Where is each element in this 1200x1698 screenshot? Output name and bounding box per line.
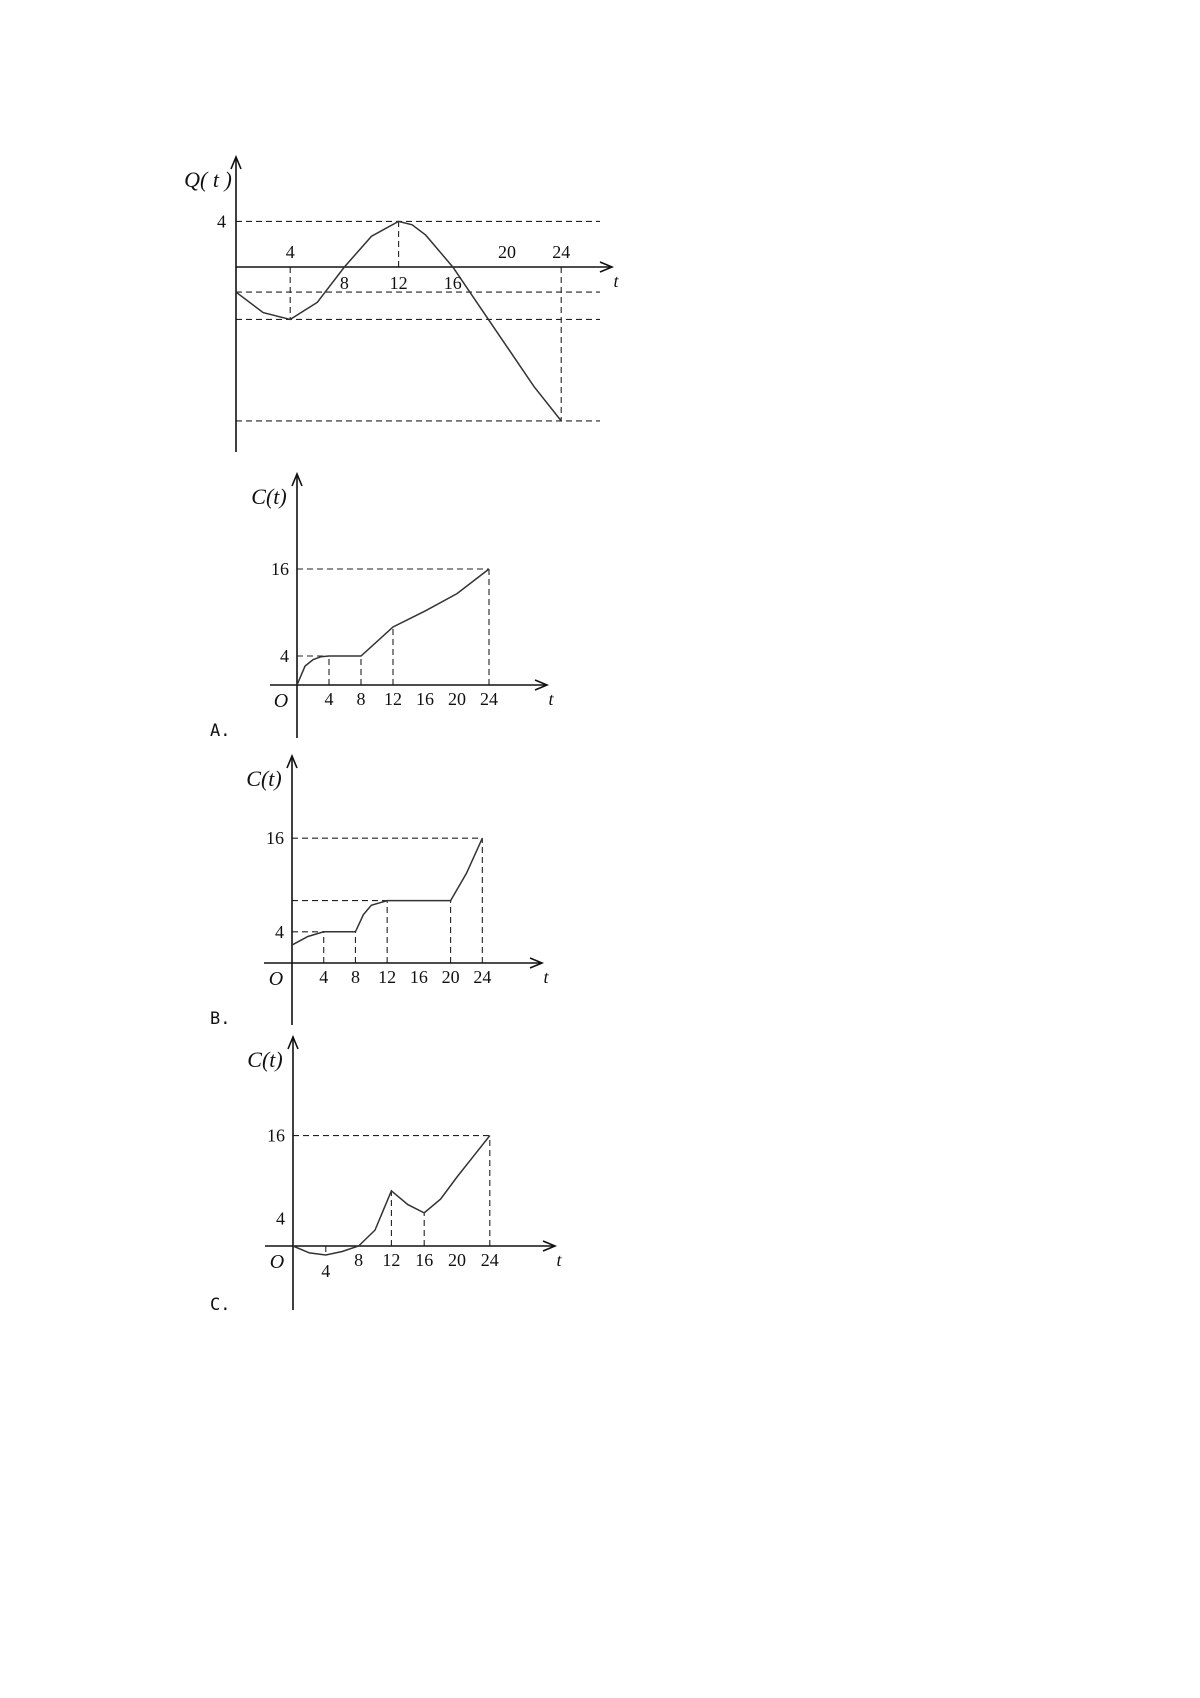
x-tick-label: 24	[552, 242, 571, 262]
option-label: B.	[210, 1009, 231, 1029]
x-tick-label: 12	[389, 273, 408, 293]
y-tick-label: 4	[276, 1208, 285, 1229]
y-tick-label: 4	[217, 211, 226, 232]
x-axis-label: t	[548, 689, 554, 709]
x-tick-label: 8	[339, 273, 349, 293]
x-axis-label: t	[543, 967, 549, 987]
x-tick-label: 8	[354, 1250, 364, 1270]
x-tick-label: 4	[324, 689, 334, 709]
x-tick-label: 12	[382, 1250, 401, 1270]
series-line	[297, 569, 489, 685]
chart-0	[184, 157, 619, 452]
x-tick-label: 4	[321, 1261, 331, 1281]
y-axis-label: Q( t )	[184, 167, 232, 192]
chart-2	[210, 756, 549, 1029]
chart-1	[210, 474, 554, 741]
x-tick-label: 24	[480, 1250, 499, 1270]
x-tick-label: 16	[443, 273, 462, 293]
y-tick-label: 16	[271, 559, 289, 579]
x-tick-label: 20	[498, 242, 516, 262]
origin-label: O	[268, 968, 284, 990]
x-axis-label: t	[613, 271, 619, 291]
x-tick-label: 24	[473, 967, 492, 987]
x-tick-label: 20	[441, 967, 460, 987]
x-tick-label: 24	[480, 689, 498, 709]
x-axis-label: t	[556, 1250, 562, 1270]
x-tick-label: 8	[356, 689, 366, 709]
y-tick-label: 4	[275, 921, 284, 942]
y-tick-label: 4	[280, 646, 289, 666]
x-tick-label: 12	[378, 967, 397, 987]
x-tick-label: 4	[319, 967, 329, 987]
y-axis-label: C(t)	[246, 766, 282, 791]
origin-label: O	[269, 1251, 285, 1273]
y-axis-label: C(t)	[251, 484, 287, 509]
x-tick-label: 20	[448, 1250, 466, 1270]
option-label: C.	[210, 1295, 231, 1315]
x-tick-label: 8	[350, 967, 360, 987]
x-tick-label: 12	[384, 689, 402, 709]
y-tick-label: 16	[267, 1125, 285, 1146]
chart-3	[210, 1037, 562, 1315]
x-tick-label: 4	[285, 242, 295, 262]
y-tick-label: 16	[266, 828, 284, 849]
x-tick-label: 16	[415, 1250, 434, 1270]
x-tick-label: 16	[409, 967, 428, 987]
x-tick-label: 16	[416, 689, 434, 709]
option-label: A.	[210, 721, 231, 741]
origin-label: O	[273, 690, 289, 712]
y-axis-label: C(t)	[247, 1047, 283, 1072]
x-tick-label: 20	[448, 689, 466, 709]
